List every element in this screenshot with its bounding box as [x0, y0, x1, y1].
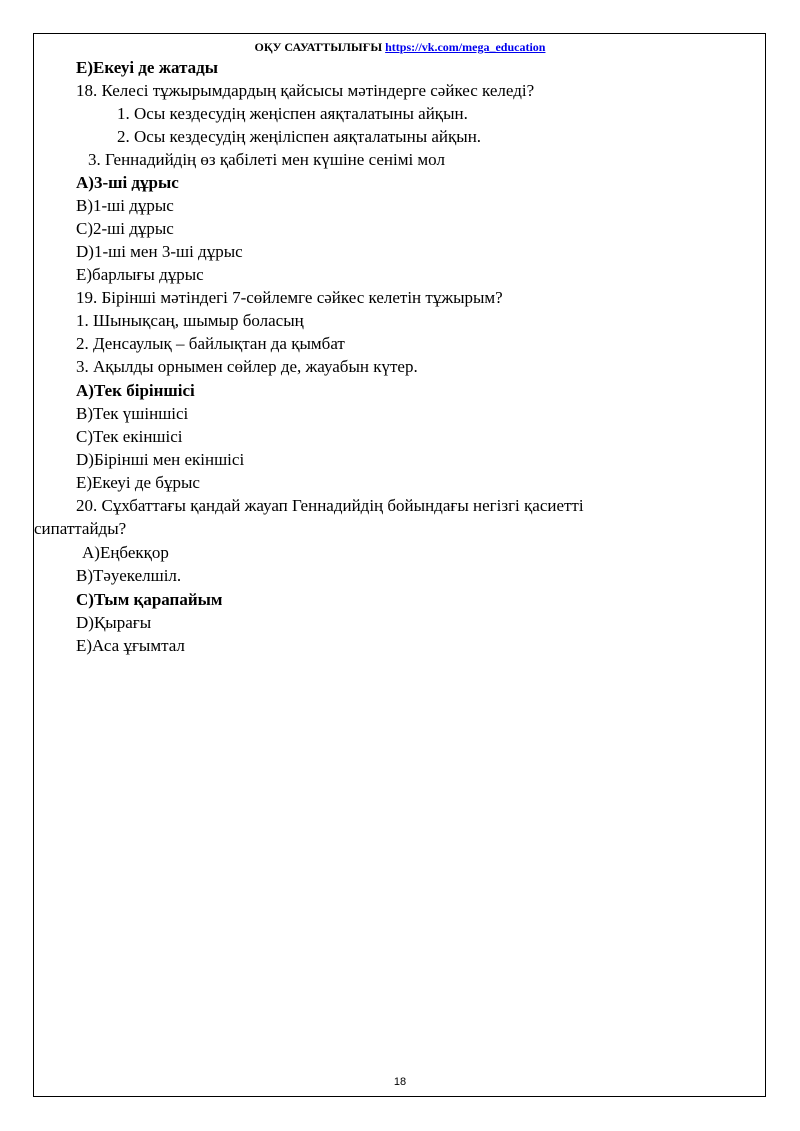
q19-option-d: D)Бірінші мен екіншісі: [76, 450, 245, 469]
q20-option-a: A)Еңбекқор: [82, 543, 169, 562]
q19-option-c: C)Тек екіншісі: [76, 427, 183, 446]
q19-statement-1: 1. Шынықсаң, шымыр боласың: [76, 311, 304, 330]
q19-option-e: E)Екеуі де бұрыс: [76, 473, 200, 492]
q20-option-d: D)Қырағы: [76, 613, 152, 632]
q19-statement-2: 2. Денсаулық – байлықтан да қымбат: [76, 334, 345, 353]
page-number: 18: [393, 1076, 407, 1088]
q18-option-b: B)1-ші дұрыс: [76, 196, 174, 215]
q18-statement-2: 2. Осы кездесудің жеңіліспен аяқталатыны айқын.: [117, 127, 482, 146]
q19-option-b: B)Тек үшіншісі: [76, 404, 189, 423]
question-20-continued: сипаттайды?: [34, 519, 127, 538]
q19-statement-3: 3. Ақылды орнымен сөйлер де, жауабын күтер.: [76, 357, 418, 376]
q18-option-a-correct: A)3-ші дұрыс: [76, 173, 179, 192]
q18-option-d: D)1-ші мен 3-ші дұрыс: [76, 242, 243, 261]
q20-option-b: B)Тәуекелшіл.: [76, 566, 182, 585]
page-header: [0, 40, 800, 54]
q18-option-e: E)барлығы дұрыс: [76, 265, 204, 284]
q19-option-a-correct: A)Тек біріншісі: [76, 381, 195, 400]
question-19: 19. Бірінші мәтіндегі 7-сөйлемге сәйкес келетін тұжырым?: [76, 288, 503, 307]
q20-option-c-correct: C)Тым қарапайым: [76, 590, 223, 609]
q18-option-c: C)2-ші дұрыс: [76, 219, 174, 238]
header-title: ОҚУ САУАТТЫЛЫҒЫ: [254, 40, 383, 54]
answer-q17-correct: E)Екеуі де жатады: [76, 58, 219, 77]
question-20: 20. Сұхбаттағы қандай жауап Геннадийдің бойындағы негізгі қасиетті: [76, 496, 584, 515]
q20-option-e: E)Аса ұғымтал: [76, 636, 185, 655]
q18-statement-3: 3. Геннадийдің өз қабілеті мен күшіне сенімі мол: [88, 150, 445, 169]
question-18: 18. Келесі тұжырымдардың қайсысы мәтіндерге сәйкес келеді?: [76, 81, 535, 100]
header-link[interactable]: https://vk.com/mega_education: [385, 40, 546, 54]
q18-statement-1: 1. Осы кездесудің жеңіспен аяқталатыны айқын.: [117, 104, 468, 123]
